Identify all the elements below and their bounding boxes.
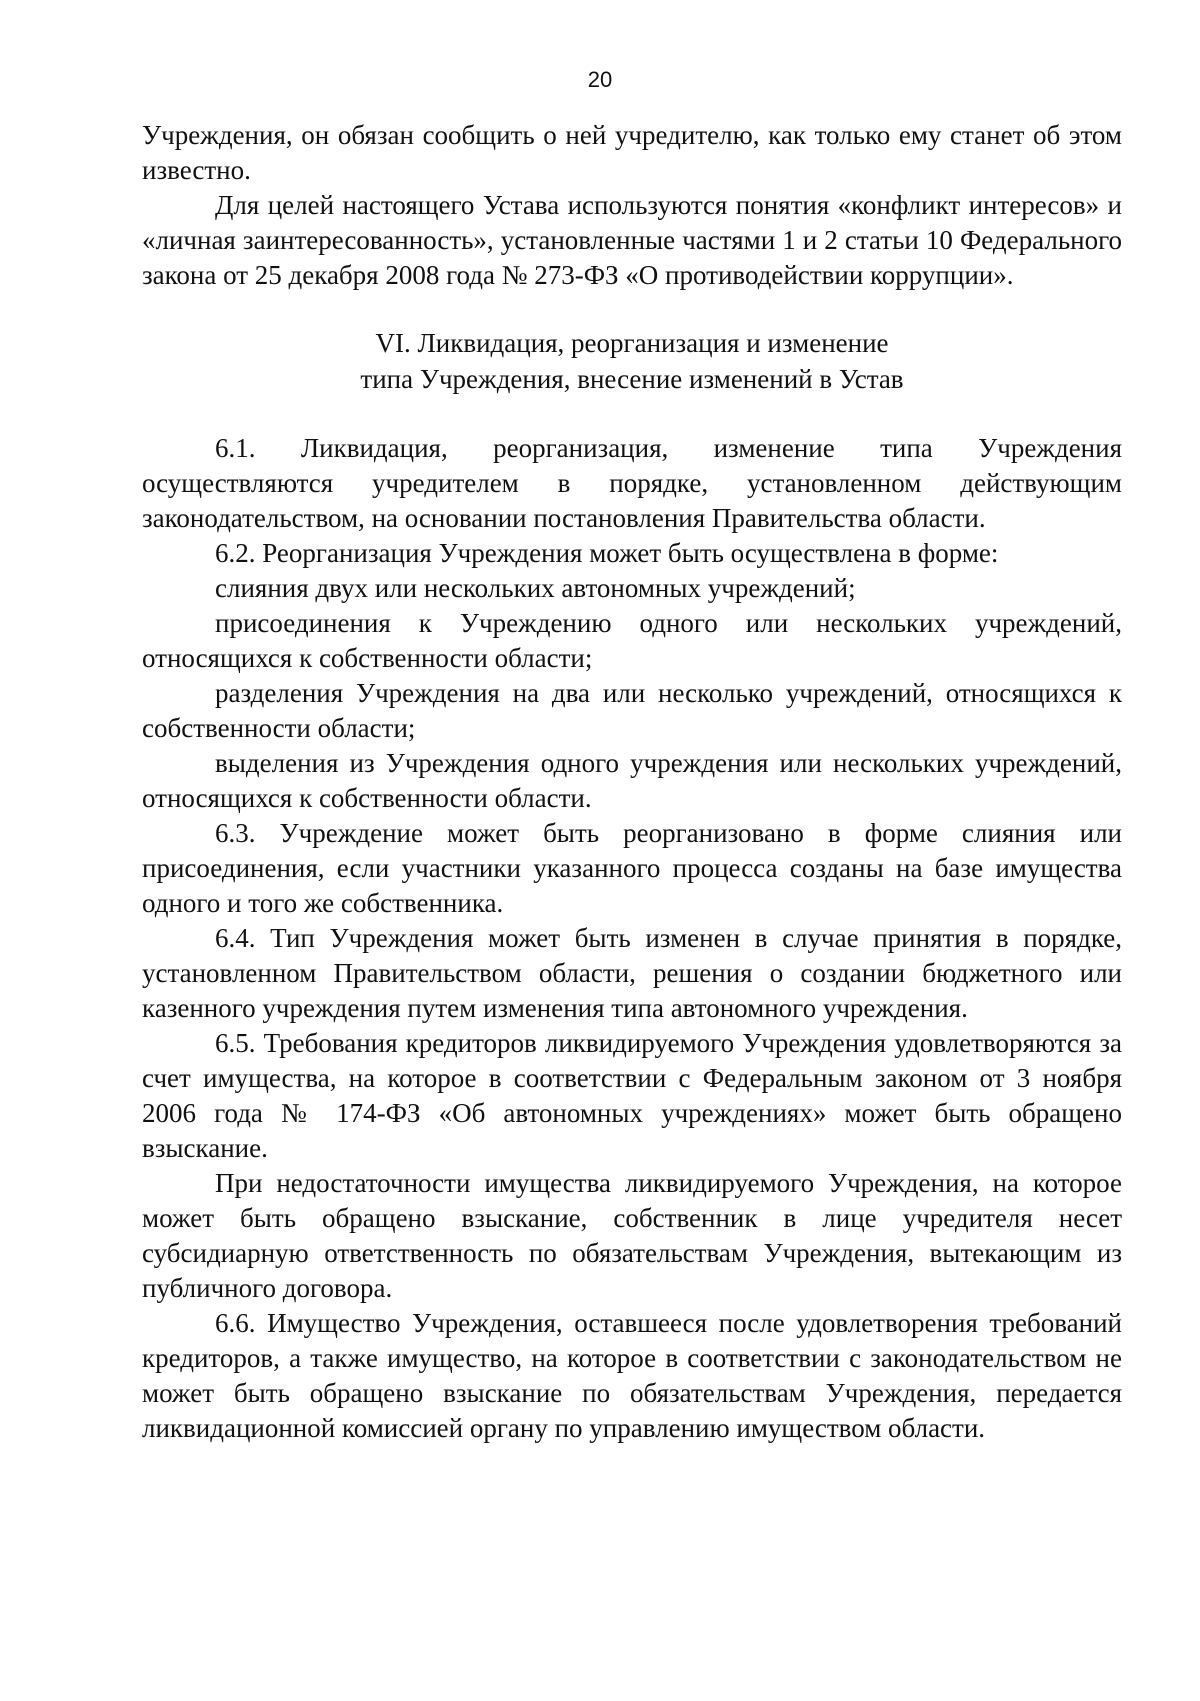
document-body (142, 118, 1122, 1446)
clause-6-6: 6.6. Имущество Учреждения, оставшееся после удовлетворения требований кредиторов, а также имущество, на которое в соответствии с законодательством не может быть обращено взыскание по обязательствам Учреждения, передается ликвидационной комиссией органу по управлению имуществом области. (142, 1308, 1122, 1443)
clause-6-1: 6.1. Ликвидация, реорганизация, изменение типа Учреждения осуществляются учредителем в порядке, установленном действующим законодательством, на основании постановления Правительства области. (142, 433, 1122, 533)
clause-6-5-continuation: При недостаточности имущества ликвидируемого Учреждения, на которое может быть обращено взыскание, собственник в лице учредителя несет субсидиарную ответственность по обязательствам Учреждения, вытекающим из публичного договора. (142, 1168, 1122, 1303)
clause-6-2-item-division: разделения Учреждения на два или несколько учреждений, относящихся к собственности области; (142, 678, 1122, 743)
section-heading (142, 325, 1122, 397)
page-number: 20 (587, 67, 613, 92)
clause-6-3: 6.3. Учреждение может быть реорганизовано в форме слияния или присоединения, если участники указанного процесса созданы на базе имущества одного и того же собственника. (142, 818, 1122, 918)
section-heading-line-1: VI. Ликвидация, реорганизация и изменение (375, 328, 889, 358)
paragraph-continuation: Учреждения, он обязан сообщить о ней учредителю, как только ему станет об этом известно. (142, 120, 1122, 185)
clause-6-2-item-merger: слияния двух или нескольких автономных учреждений; (215, 573, 856, 603)
clause-6-2: 6.2. Реорганизация Учреждения может быть осуществлена в форме: (215, 538, 999, 568)
clause-6-4: 6.4. Тип Учреждения может быть изменен в случае принятия в порядке, установленном Правительством области, решения о создании бюджетного или казенного учреждения путем изменения типа автономного учреждения. (142, 923, 1122, 1023)
paragraph-definitions: Для целей настоящего Устава используются понятия «конфликт интересов» и «личная заинтересованность», установленные частями 1 и 2 статьи 10 Федерального закона от 25 декабря 2008 года № 273-ФЗ «О противодействии коррупции». (142, 190, 1122, 290)
clause-6-5: 6.5. Требования кредиторов ликвидируемого Учреждения удовлетворяются за счет имущества, на которое в соответствии с Федеральным законом от 3 ноября 2006 года № 174-ФЗ «Об автономных учреждениях» может быть обращено взыскание. (142, 1028, 1122, 1163)
section-heading-line-2: типа Учреждения, внесение изменений в Устав (360, 364, 904, 394)
clause-6-2-item-separation: выделения из Учреждения одного учреждения или нескольких учреждений, относящихся к собственности области. (142, 748, 1122, 813)
clause-6-2-item-accession: присоединения к Учреждению одного или нескольких учреждений, относящихся к собственности области; (142, 608, 1122, 673)
